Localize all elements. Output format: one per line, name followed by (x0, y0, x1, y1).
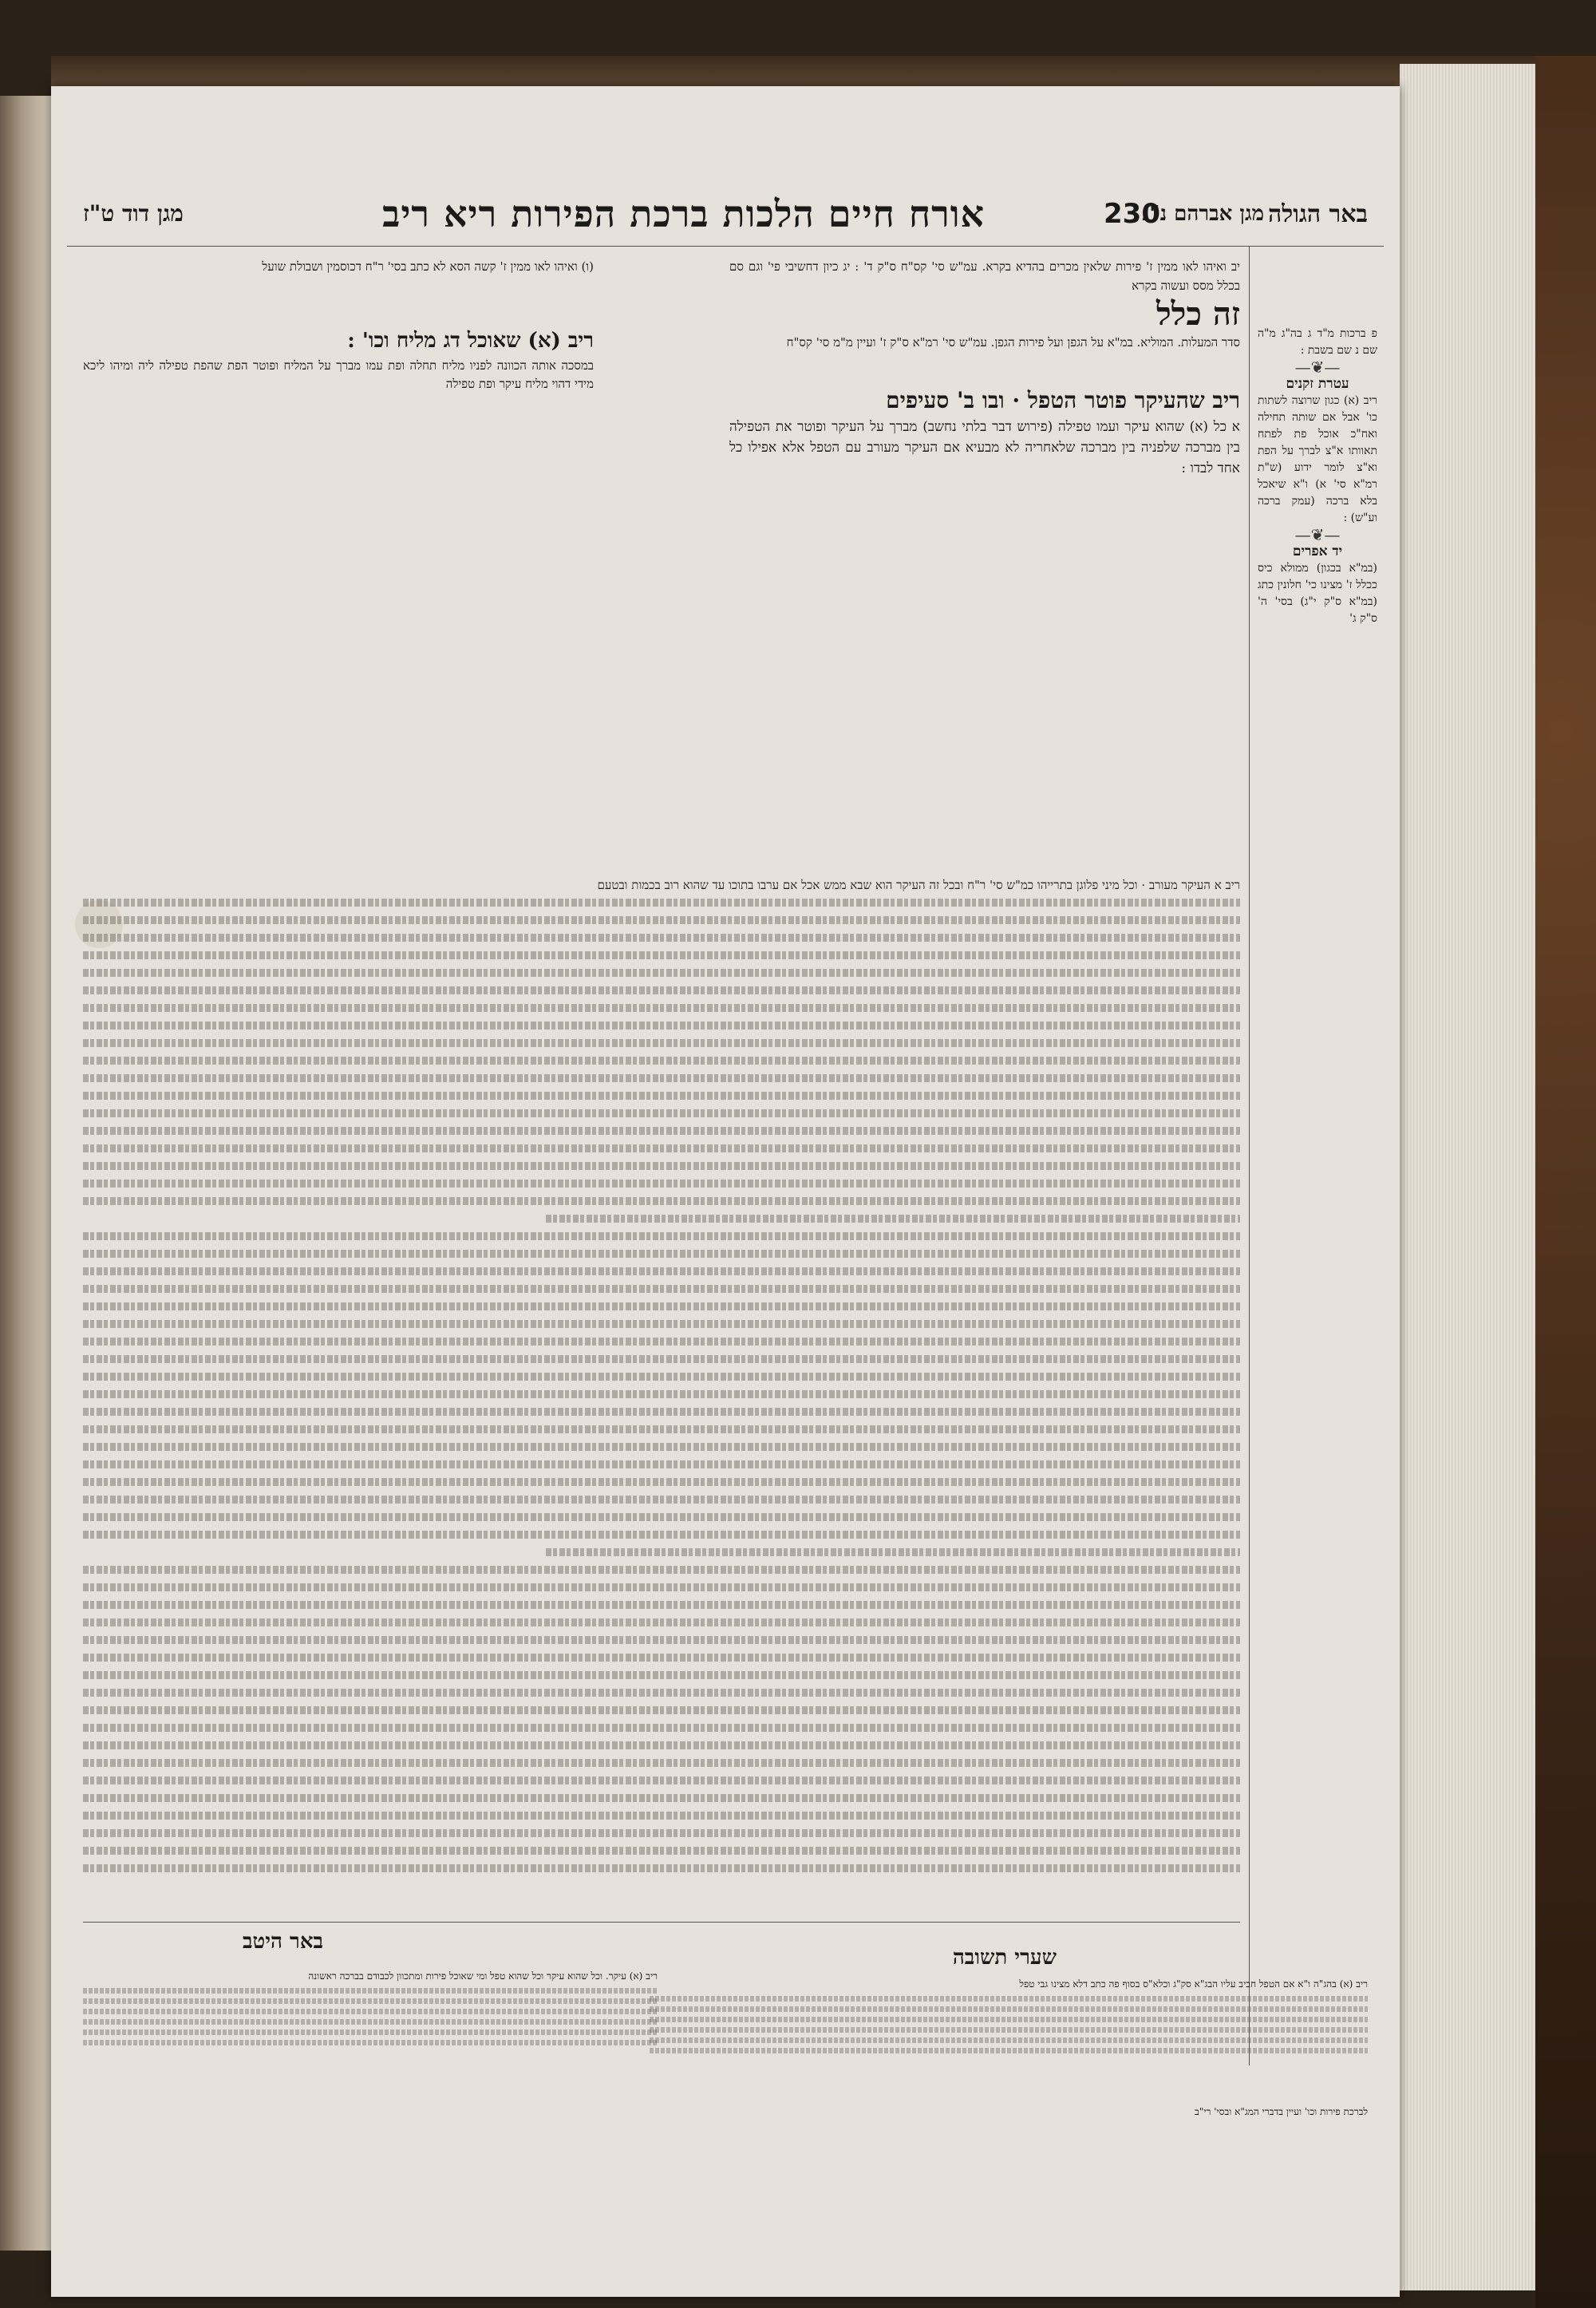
footnote-rule (83, 1922, 1240, 1923)
text-line-bar (83, 1636, 1240, 1644)
text-line-placeholder (83, 929, 1240, 947)
text-line-bar (83, 1531, 1240, 1539)
middle-intro-text: יב ואיהו לאו ממין ז' פירות שלאין מכרים בהדיא בקרא. עמ"ש סי' קס"ח ס"ק ד' : יג כיון דחשיבי פי' וגם סם בכלל מסס ועשוה בקרא (729, 259, 1240, 293)
text-line-bar (83, 1706, 1240, 1714)
text-line-placeholder (83, 1315, 1240, 1333)
text-line-bar (83, 969, 1240, 977)
text-line-placeholder (83, 1754, 1240, 1772)
text-line-bar (546, 1215, 1240, 1223)
text-line-bar (83, 1776, 1240, 1784)
text-line-bar (83, 1232, 1240, 1240)
header-rule (67, 246, 1384, 247)
text-line-bar (83, 1425, 1240, 1433)
text-line-bar (83, 1847, 1240, 1855)
header-beer-hagolah: באר הגולה (1267, 200, 1368, 228)
text-line-placeholder (83, 1596, 1240, 1614)
text-line-placeholder (83, 1263, 1240, 1280)
text-line-placeholder (83, 1245, 1240, 1263)
text-line-bar (83, 1338, 1240, 1346)
text-line-placeholder (83, 1772, 1240, 1789)
text-line-placeholder (83, 1298, 1240, 1315)
text-line-placeholder (83, 1543, 1240, 1561)
page-edges (1400, 64, 1535, 2290)
commentary-body (83, 876, 1240, 1906)
dense-text-lines (83, 894, 1240, 1877)
text-line-placeholder (83, 1824, 1240, 1842)
text-line-bar (83, 951, 1240, 959)
footnote-line-bar (650, 2006, 1368, 2012)
beer-hetev-title: באר היטב (243, 1930, 324, 1954)
text-line-placeholder (83, 1280, 1240, 1298)
text-line-placeholder (83, 1350, 1240, 1368)
text-line-bar (83, 1302, 1240, 1310)
text-line-bar (83, 1794, 1240, 1802)
ornament-divider: —❦— (1294, 358, 1341, 377)
text-line-placeholder (83, 1192, 1240, 1210)
text-line-bar (83, 1057, 1240, 1065)
left-rib-text: במסכה אותה הכוונה לפניו מליח תחלה ופת עמו מברך על המליח ופוטר הפת שהפת טפילה ליה ומיהו ליכא מידי דהוי מליח עיקר ופת טפילה (83, 358, 594, 391)
text-line-bar (83, 1443, 1240, 1451)
text-line-bar (83, 1127, 1240, 1135)
text-line-placeholder (83, 1438, 1240, 1456)
text-line-bar (83, 1004, 1240, 1012)
side-section-title: יד אפרים (1292, 543, 1343, 559)
text-line-placeholder (83, 1631, 1240, 1649)
text-line-bar (546, 1548, 1240, 1556)
text-line-placeholder (83, 1473, 1240, 1491)
text-line-placeholder (83, 1614, 1240, 1631)
text-line-placeholder (83, 1684, 1240, 1701)
text-line-bar (83, 916, 1240, 924)
text-line-placeholder (83, 1052, 1240, 1069)
side-top-note: פ ברכות מ"ד ג בה"ג מ"ה שם נ שם בשבת : (1258, 327, 1377, 357)
text-line-placeholder (83, 911, 1240, 929)
text-line-placeholder (83, 1789, 1240, 1807)
footnote-line-bar (650, 2048, 1368, 2053)
page-title: אורח חיים הלכות ברכת הפירות ריא ריב (382, 192, 985, 235)
section-title-rib: ריב שהעיקר פוטר הטפל · ובו ב' סעיפים (886, 386, 1240, 413)
text-line-bar (83, 1741, 1240, 1749)
text-line-bar (83, 1267, 1240, 1275)
text-line-placeholder (83, 1561, 1240, 1579)
text-line-placeholder (83, 1719, 1240, 1737)
text-line-placeholder (83, 1157, 1240, 1175)
text-line-bar (83, 1601, 1240, 1609)
text-line-placeholder (83, 1859, 1240, 1877)
text-line-placeholder (83, 947, 1240, 964)
text-line-placeholder (83, 1649, 1240, 1666)
footnote-line-bar (650, 2037, 1368, 2043)
footnote-line-bar (650, 2027, 1368, 2033)
text-line-bar (83, 899, 1240, 907)
text-line-placeholder (83, 1421, 1240, 1438)
text-line-placeholder (83, 1666, 1240, 1684)
page-number: 230 (1104, 198, 1160, 230)
text-line-bar (83, 1566, 1240, 1574)
beer-hetev-text: ריב (א) עיקר. וכל שהוא עיקר וכל שהוא טפל ומי שאוכל פירות ומתכוון לכבודם בברכה ראשונה (83, 1970, 658, 2105)
text-line-bar (83, 1583, 1240, 1591)
text-line-bar (83, 1618, 1240, 1626)
ornament-divider: —❦— (1294, 525, 1341, 544)
text-line-bar (83, 934, 1240, 942)
left-column (83, 258, 594, 864)
text-line-bar (83, 1144, 1240, 1152)
text-line-bar (83, 1460, 1240, 1468)
text-line-placeholder (83, 1491, 1240, 1508)
bottom-note-text: לברכת פירות וכו' ועיין בדברי המג"א ובסי' רי"ב (1195, 2106, 1368, 2117)
text-line-bar (83, 1671, 1240, 1679)
book-left-edge (0, 96, 56, 2251)
book-page (51, 86, 1400, 2297)
footnote-line-bar (650, 1996, 1368, 2002)
rib-seif-text: א כל (א) שהוא עיקר ועמו טפילה (פירוש דבר בלתי נחשב) מברך על העיקר ופוטר את הטפילה בין מברכה שלפניה בין מברכה שלאחריה לא מבעיא אם העיקר מעורב עם הטפל אלא אפילו כל אחד לבדו : (729, 418, 1240, 476)
text-line-bar (83, 1408, 1240, 1416)
text-line-placeholder (83, 1807, 1240, 1824)
text-line-placeholder (83, 1105, 1240, 1122)
text-line-bar (83, 1355, 1240, 1363)
text-line-bar (83, 1373, 1240, 1381)
middle-column (729, 258, 1240, 864)
shaarei-teshuva-text: ריב (א) בהג"ה ו"א אם הטפל חביב עליו הבג"א סק"ג וכלא"ס בסוף פה כתב דלא מצינו גבי טפל (650, 1978, 1368, 2065)
side-section-title: עטרת זקנים (1286, 376, 1349, 392)
left-rib-title: ריב (א) שאוכל דג מליח וכו' : (347, 328, 594, 353)
text-line-bar (83, 1250, 1240, 1258)
header-magen-avraham: מגן אברהם נ"ג (1142, 202, 1264, 226)
text-line-placeholder (83, 1526, 1240, 1543)
footnote-line-bar (83, 1998, 658, 2004)
book-cover (1535, 56, 1596, 2308)
text-line-placeholder (83, 1456, 1240, 1473)
text-line-placeholder (83, 1140, 1240, 1157)
shaarei-teshuva-title: שערי תשובה (952, 1946, 1057, 1970)
text-line-bar (83, 986, 1240, 994)
text-line-placeholder (83, 1017, 1240, 1034)
text-line-bar (83, 1759, 1240, 1767)
text-line-bar (83, 1812, 1240, 1820)
text-line-placeholder (83, 1737, 1240, 1754)
text-line-placeholder (83, 894, 1240, 911)
text-line-bar (83, 1724, 1240, 1732)
text-line-bar (83, 1320, 1240, 1328)
header-magen-david: מגן דוד ט"ז (83, 200, 184, 227)
text-line-bar (83, 1092, 1240, 1100)
footnote-line-bar (83, 2029, 658, 2035)
text-line-bar (83, 1162, 1240, 1170)
text-line-placeholder (83, 982, 1240, 999)
text-line-placeholder (83, 1087, 1240, 1105)
side-section-text: ריב (א) כגון שרוצה לשתות כו' אבל אם שותה תחילה ואח"כ אוכל פת לפתח תאוותו א"צ לברך על הפת וא"צ לומר ידוע (ש"ת רמ"א סי' א) ו"א שיאכל בלא ברכה (עמק ברכה וע"ש) : (1258, 394, 1377, 524)
commentary-text: ריב א העיקר מעורב · וכל מיני פלוגן בתרייהו כמ"ש סי' ר"ח ובכל זה העיקר הוא שבא ממש אכל אם ערבו בתוכו עד שהוא רוב בכמות ובטעם (597, 878, 1240, 892)
text-line-bar (83, 1864, 1240, 1872)
footnote-line-bar (83, 1988, 658, 1994)
side-column (1258, 326, 1377, 627)
text-line-bar (83, 1180, 1240, 1188)
text-line-placeholder (83, 1333, 1240, 1350)
text-line-placeholder (83, 1210, 1240, 1227)
text-line-bar (83, 1109, 1240, 1117)
text-line-placeholder (83, 1175, 1240, 1192)
left-intro-text: (ו) ואיהו לאו ממין ז' קשה הסא לא כתב בסי' ר"ח דכוסמין ושבולת שועל (262, 259, 594, 274)
footnote-line-bar (650, 2017, 1368, 2022)
footnote-line-bar (83, 2040, 658, 2045)
side-section-text: (במ"א בכגון) ממולא כיס ככלל ז' מצינו כי' חלונין כתג (במ"א ס"ק י"ג) בסי' ה' ס"ק ג' (1258, 562, 1377, 625)
text-line-placeholder (83, 1403, 1240, 1421)
footnote-line-bar (83, 2019, 658, 2025)
text-line-placeholder (83, 1842, 1240, 1859)
text-line-placeholder (83, 1122, 1240, 1140)
text-line-bar (83, 1074, 1240, 1082)
text-line-bar (83, 1197, 1240, 1205)
text-line-placeholder (83, 1368, 1240, 1385)
section-title-zeh-klal: זה כלל (1156, 295, 1240, 333)
text-line-placeholder (83, 1227, 1240, 1245)
text-line-bar (83, 1654, 1240, 1662)
text-line-placeholder (83, 964, 1240, 982)
text-line-bar (83, 1039, 1240, 1047)
text-line-placeholder (83, 1385, 1240, 1403)
text-line-bar (83, 1689, 1240, 1697)
text-line-placeholder (83, 1034, 1240, 1052)
text-line-placeholder (83, 1579, 1240, 1596)
book-top-edge (51, 56, 1551, 88)
zeh-klal-text: סדר המעלות. המוליא. במ"א על הגפן ועל פירות הגפן. עמ"ש סי' רמ"א ס"ק ז' ועיין מ"מ סי' קס"ח (786, 335, 1240, 350)
text-line-bar (83, 1285, 1240, 1293)
text-line-bar (83, 1022, 1240, 1030)
text-line-bar (83, 1478, 1240, 1486)
text-line-placeholder (83, 1069, 1240, 1087)
footnote-line-bar (83, 2009, 658, 2014)
text-line-placeholder (83, 1701, 1240, 1719)
side-column-rule (1249, 246, 1250, 2065)
text-line-bar (83, 1390, 1240, 1398)
text-line-bar (83, 1496, 1240, 1504)
text-line-bar (83, 1513, 1240, 1521)
text-line-bar (83, 1829, 1240, 1837)
text-line-placeholder (83, 999, 1240, 1017)
text-line-placeholder (83, 1508, 1240, 1526)
